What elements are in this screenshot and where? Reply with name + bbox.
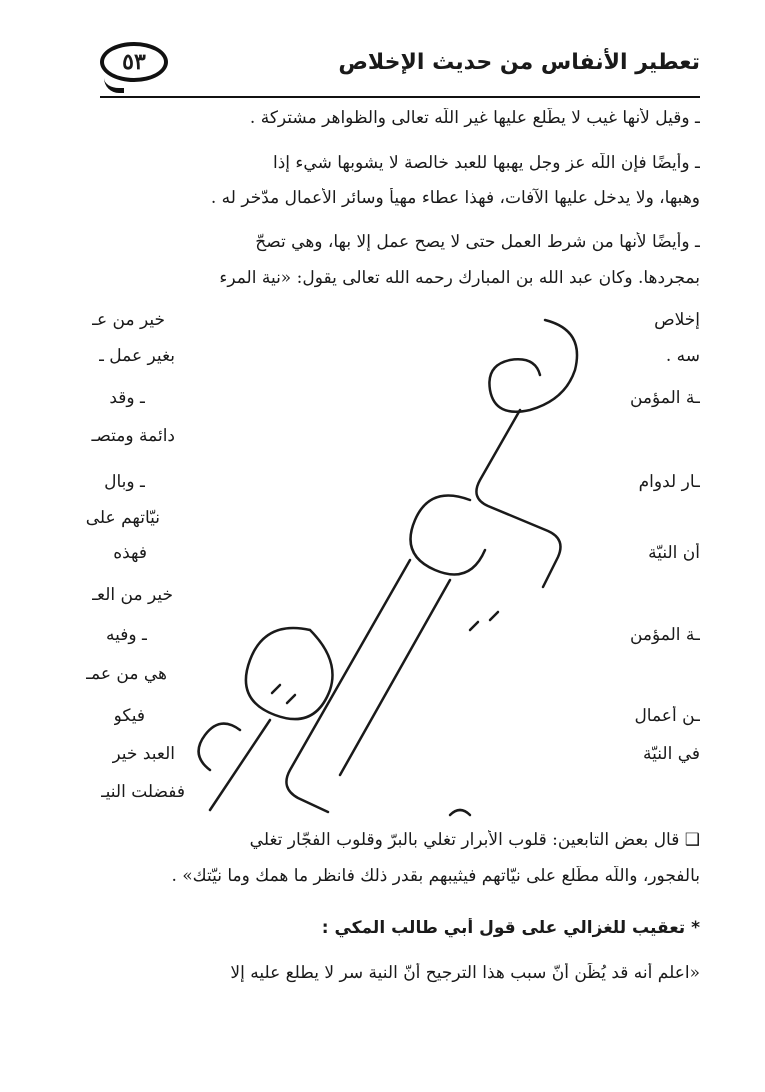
text-line: ـ وأيضًا فإن اللّه عز وجل يهبها للعبد خالصة لا يشوبها شيء إذا [272,153,700,173]
text-line: ـ وأيضًا لأنها من شرط العمل حتى لا يصح عمل إلا بها، وهي تصحّ [255,232,700,252]
text-fragment: ـن أعمال [634,706,700,726]
text-fragment: خير من العـ [92,585,173,605]
text-fragment: بغير عمل ـ [98,346,175,366]
text-fragment: هي من عمـ [86,664,167,684]
text-fragment: خير من عـ [92,310,165,330]
text-fragment: ـة المؤمن [629,388,700,408]
text-fragment: سه . [665,346,700,366]
section-heading: * تعقيب للغزالي على قول أبي طالب المكي : [321,918,700,938]
page-number-ornament [104,78,124,93]
text-fragment: ففضلت النيـ [100,782,185,802]
header-rule [100,96,700,98]
text-fragment: ـار لدوام [638,472,700,492]
text-fragment: ـ وبال [104,472,145,492]
text-fragment: أن النيّة [648,543,700,563]
text-fragment: ـ وفيه [106,625,147,645]
running-title: تعطير الأنفاس من حديث الإخلاص [338,50,700,75]
text-fragment: العبد خير [112,744,175,764]
text-fragment: إخلاص [654,310,700,330]
text-line: ❑ قال بعض التابعين: قلوب الأبرار تغلي بالبرّ وقلوب الفجّار تغلي [249,830,700,850]
text-line: «اعلم أنه قد يُظَن أنّ سبب هذا الترجيح أنّ النية سر لا يطلع عليه إلا [230,963,700,983]
text-fragment: دائمة ومتصـ [91,426,175,446]
text-fragment: ـة المؤمن [629,625,700,645]
page-number-badge [100,42,168,82]
waqf-watermark [150,300,620,820]
page-header [100,42,700,97]
text-fragment: ـ وقد [109,388,145,408]
text-line: بمجردها. وكان عبد الله بن المبارك رحمه الله تعالى يقول: «نية المرء [219,268,700,288]
text-fragment: في النيّة [643,744,700,764]
page-number: ٥٣ [122,49,146,75]
text-line: ـ وقيل لأنها غيب لا يطّلع عليها غير اللّه تعالى والظواهر مشتركة . [249,108,700,128]
text-line: وهبها، ولا يدخل عليها الآفات، فهذا عطاء مهيأ وسائر الأعمال مدّخر له . [210,188,700,208]
watermark-outline [150,300,620,820]
text-fragment: فيكو [113,706,145,726]
text-fragment: نيّاتهم على [85,508,160,528]
text-line: بالفجور، واللّه مطّلع على نيّاتهم فيثيبهم بقدر ذلك فانظر ما همك وما نيّتك» . [171,866,700,886]
text-fragment: فهذه [113,543,147,563]
